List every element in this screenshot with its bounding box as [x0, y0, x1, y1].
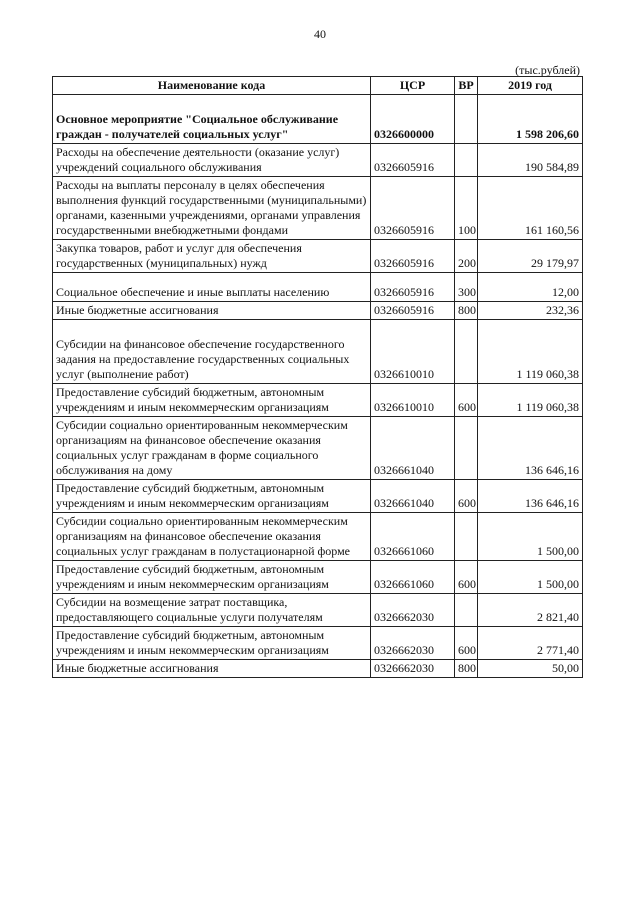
table-row [53, 660, 583, 678]
row-vr [455, 144, 478, 177]
row-vr [455, 594, 478, 627]
row-sum: 136 646,16 [478, 480, 583, 513]
header-vr: ВР [455, 77, 478, 95]
table-row [53, 417, 583, 480]
table-row [53, 320, 583, 384]
budget-table [52, 76, 583, 678]
row-sum: 1 500,00 [478, 561, 583, 594]
row-csr: 0326662030 [371, 627, 455, 660]
row-csr: 0326605916 [371, 240, 455, 273]
row-vr: 600 [455, 480, 478, 513]
row-csr: 0326661060 [371, 513, 455, 561]
row-sum: 232,36 [478, 302, 583, 320]
row-sum: 190 584,89 [478, 144, 583, 177]
row-vr: 300 [455, 273, 478, 302]
row-vr: 600 [455, 561, 478, 594]
row-name: Субсидии на возмещение затрат поставщика, предоставляющего социальные услуги получателям [53, 594, 371, 627]
table-row [53, 480, 583, 513]
row-name: Предоставление субсидий бюджетным, автономным учреждениям и иным некоммерческим организациям [53, 384, 371, 417]
table-row [53, 177, 583, 240]
table-row [53, 513, 583, 561]
row-sum: 50,00 [478, 660, 583, 678]
row-name: Предоставление субсидий бюджетным, автономным учреждениям и иным некоммерческим организациям [53, 480, 371, 513]
row-vr [455, 95, 478, 144]
row-name: Расходы на выплаты персоналу в целях обеспечения выполнения функций государственными (муниципальными) органами, казенными учреждениями, органами управления государственными внебюджетными фондами [53, 177, 371, 240]
row-sum: 1 119 060,38 [478, 320, 583, 384]
row-sum: 29 179,97 [478, 240, 583, 273]
row-sum: 1 598 206,60 [478, 95, 583, 144]
row-sum: 2 771,40 [478, 627, 583, 660]
row-csr: 0326610010 [371, 320, 455, 384]
row-name: Иные бюджетные ассигнования [53, 660, 371, 678]
header-year: 2019 год [478, 77, 583, 95]
row-name: Социальное обеспечение и иные выплаты населению [53, 273, 371, 302]
row-name: Закупка товаров, работ и услуг для обеспечения государственных (муниципальных) нужд [53, 240, 371, 273]
table-row [53, 240, 583, 273]
row-name: Иные бюджетные ассигнования [53, 302, 371, 320]
row-vr: 600 [455, 627, 478, 660]
row-vr: 200 [455, 240, 478, 273]
row-vr: 600 [455, 384, 478, 417]
row-csr: 0326605916 [371, 177, 455, 240]
table-row [53, 302, 583, 320]
row-vr: 800 [455, 660, 478, 678]
row-name: Субсидии социально ориентированным некоммерческим организациям на финансовое обеспечение оказания социальных услуг гражданам в форме социального обслуживания на дому [53, 417, 371, 480]
table-row [53, 594, 583, 627]
table-row [53, 627, 583, 660]
table-row [53, 384, 583, 417]
page-number: 40 [314, 27, 326, 41]
row-sum: 12,00 [478, 273, 583, 302]
row-sum: 161 160,56 [478, 177, 583, 240]
row-csr: 0326605916 [371, 302, 455, 320]
row-csr: 0326662030 [371, 594, 455, 627]
row-vr [455, 417, 478, 480]
row-csr: 0326662030 [371, 660, 455, 678]
row-csr: 0326661060 [371, 561, 455, 594]
row-csr: 0326610010 [371, 384, 455, 417]
row-sum: 136 646,16 [478, 417, 583, 480]
table-row [53, 95, 583, 144]
row-vr [455, 513, 478, 561]
table-row [53, 273, 583, 302]
table-header-row [53, 77, 583, 95]
row-name: Субсидии социально ориентированным некоммерческим организациям на финансовое обеспечение оказания социальных услуг гражданам в полустационарной форме [53, 513, 371, 561]
row-csr: 0326661040 [371, 417, 455, 480]
row-csr: 0326605916 [371, 144, 455, 177]
row-csr: 0326600000 [371, 95, 455, 144]
row-name: Субсидии на финансовое обеспечение государственного задания на предоставление государственных социальных услуг (выполнение работ) [53, 320, 371, 384]
row-csr: 0326605916 [371, 273, 455, 302]
table-row [53, 144, 583, 177]
row-vr [455, 320, 478, 384]
row-vr: 100 [455, 177, 478, 240]
row-sum: 1 500,00 [478, 513, 583, 561]
row-name: Предоставление субсидий бюджетным, автономным учреждениям и иным некоммерческим организациям [53, 627, 371, 660]
row-vr: 800 [455, 302, 478, 320]
table-row [53, 561, 583, 594]
row-sum: 2 821,40 [478, 594, 583, 627]
unit-label: (тыс.рублей) [515, 63, 580, 77]
header-csr: ЦСР [371, 77, 455, 95]
row-name: Предоставление субсидий бюджетным, автономным учреждениям и иным некоммерческим организациям [53, 561, 371, 594]
row-csr: 0326661040 [371, 480, 455, 513]
row-name: Основное мероприятие "Социальное обслуживание граждан - получателей социальных услуг" [53, 95, 371, 144]
row-name: Расходы на обеспечение деятельности (оказание услуг) учреждений социального обслуживания [53, 144, 371, 177]
header-name: Наименование кода [53, 77, 371, 95]
row-sum: 1 119 060,38 [478, 384, 583, 417]
